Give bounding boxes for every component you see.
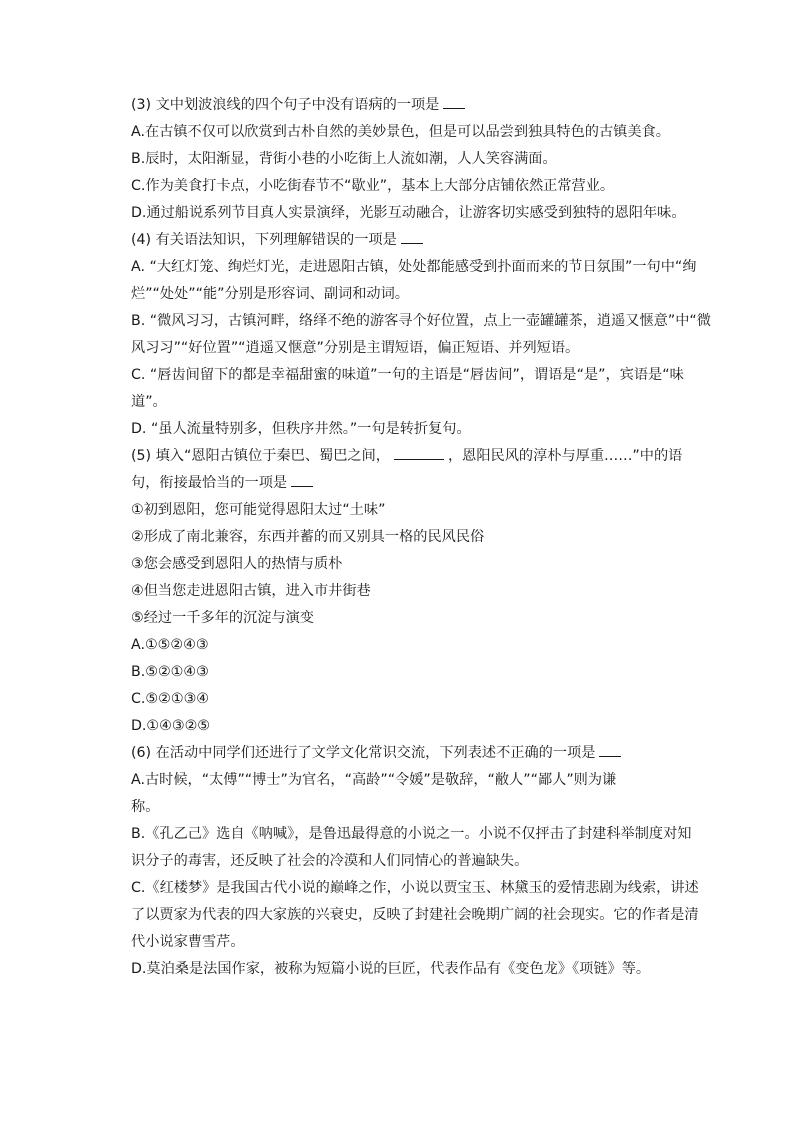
answer-blank [443,94,465,109]
question-4-stem: (4) 有关语法知识，下列理解错误的一项是 [131,227,676,254]
question-3-option-d: D.通过船说系列节目真人实景演绎，光影互动融合，让游客切实感受到独特的恩阳年味。 [131,205,686,221]
answer-blank [291,472,313,487]
question-6-stem: (6) 在活动中同学们还进行了文学文化常识交流，下列表述不正确的一项是 [131,740,676,767]
question-3-option-b: B.辰时，太阳渐显，背街小巷的小吃街上人流如潮，人人笑容满面。 [131,151,557,167]
question-6-option-b-line2: 识分子的毒害，还反映了社会的冷漠和人们同情心的普遍缺失。 [131,853,529,869]
question-5-sentence-1: ①初到恩阳，您可能觉得恩阳太过“土味” [131,502,386,518]
question-4-option-d: D. “虽人流量特别多，但秩序井然。”一句是转折复句。 [131,421,471,437]
question-4-option-c-line2: 道”。 [131,394,167,410]
question-5-option-a: A.①⑤②④③ [131,637,209,653]
answer-blank [599,742,621,757]
question-5-option-b: B.⑤②①④③ [131,664,209,680]
question-5-sentence-3: ③您会感受到恩阳人的热情与质朴 [131,556,343,572]
question-3-option-a: A.在古镇不仅可以欣赏到古朴自然的美妙景色，但是可以品尝到独具特色的古镇美食。 [131,124,670,140]
question-3-option-c: C.作为美食打卡点，小吃街春节不“歇业”，基本上大部分店铺依然正常营业。 [131,178,615,194]
question-4-option-b-line1: B. “微风习习，古镇河畔，络绎不绝的游客寻个好位置，点上一壶罐罐茶，逍遥又惬意”中“微 [131,313,711,329]
question-6-option-c-line3: 代小说家曹雪芹。 [131,934,245,950]
question-5-sentence-4: ④但当您走进恩阳古镇，进入市井街巷 [131,583,371,599]
answer-blank [401,229,423,244]
question-5-option-c: C.⑤②①③④ [131,691,210,707]
question-4-option-a-line1: A. “大红灯笼、绚烂灯光，走进恩阳古镇，处处都能感受到扑面而来的节日氛围”一句中“绚 [131,259,697,275]
question-6-option-c-line1: C.《红楼梦》是我国古代小说的巅峰之作，小说以贾宝玉、林黛玉的爱情悲剧为线索，讲述 [131,880,699,896]
fill-in-blank [394,445,444,460]
question-5-stem-line2: 句，衔接最恰当的一项是 [131,470,676,497]
question-6-option-a-line2: 称。 [131,799,160,815]
question-6-option-b-line1: B.《孔乙己》选自《呐喊》，是鲁迅最得意的小说之一。小说不仅抨击了封建科举制度对知 [131,826,692,842]
question-6-option-c-line2: 了以贾家为代表的四大家族的兴衰史，反映了封建社会晚期广阔的社会现实。它的作者是清 [131,907,699,923]
question-5-option-d: D.①④③②⑤ [131,718,211,734]
question-5-stem-line1: (5) 填入“恩阳古镇位于秦巴、蜀巴之间， ，恩阳民风的淳朴与厚重……”中的语 [131,443,676,470]
question-4-option-a-line2: 烂”“处处”“能”分别是形容词、副词和动词。 [131,286,409,302]
question-4-option-c-line1: C. “唇齿间留下的都是幸福甜蜜的味道”一句的主语是“唇齿间”，谓语是“是”，宾语是“味 [131,367,684,383]
question-3-stem: (3) 文中划波浪线的四个句子中没有语病的一项是 [131,92,676,119]
question-4-option-b-line2: 风习习”“好位置”“逍遥又惬意”分别是主谓短语，偏正短语、并列短语。 [131,340,580,356]
exam-page [131,92,711,983]
question-6-option-a-line1: A.古时候，“太傅”“博士”为官名，“高龄”“令媛”是敬辞，“敝人”“鄙人”则为谦 [131,772,617,788]
question-6-option-d: D.莫泊桑是法国作家，被称为短篇小说的巨匠，代表作品有《变色龙》《项链》等。 [131,961,651,977]
question-5-sentence-5: ⑤经过一千多年的沉淀与演变 [131,610,314,626]
question-5-sentence-2: ②形成了南北兼容，东西并蓄的而又别具一格的民风民俗 [131,529,485,545]
